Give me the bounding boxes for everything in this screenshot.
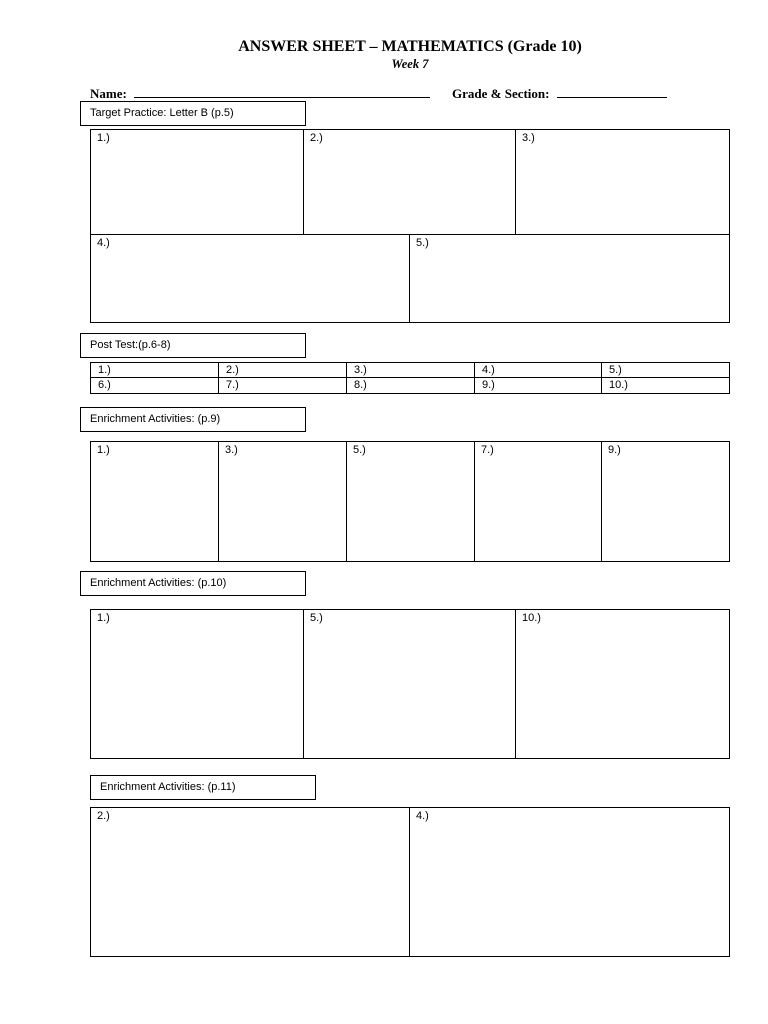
target-practice-label: Target Practice: Letter B (p.5) [80, 101, 306, 126]
answer-box[interactable] [91, 442, 219, 561]
item-number: 5.) [353, 444, 366, 456]
enrichment-p11-label: Enrichment Activities: (p.11) [90, 775, 316, 800]
post-test-grid [90, 362, 730, 394]
item-number: 4.) [97, 237, 110, 249]
answer-box[interactable] [602, 442, 729, 561]
enrichment-p11-grid [90, 807, 730, 957]
page-title: ANSWER SHEET – MATHEMATICS (Grade 10) [238, 38, 582, 55]
item-number: 9.) [608, 444, 621, 456]
answer-cell[interactable]: 6.) [91, 378, 219, 393]
item-number: 4.) [416, 810, 429, 822]
answer-box[interactable] [410, 808, 729, 956]
answer-box[interactable] [516, 610, 729, 758]
grade-section-field[interactable] [452, 86, 667, 102]
item-number: 1.) [97, 444, 110, 456]
answer-cell[interactable]: 2.) [219, 363, 347, 378]
answer-box[interactable] [91, 610, 304, 758]
target-practice-grid [90, 129, 730, 323]
answer-cell[interactable]: 9.) [475, 378, 602, 393]
answer-box[interactable] [219, 442, 347, 561]
answer-cell[interactable]: 10.) [609, 379, 628, 391]
answer-cell[interactable]: 3.) [347, 363, 475, 378]
enrichment-p10-grid [90, 609, 730, 759]
item-number: 1.) [97, 132, 110, 144]
answer-cell[interactable]: 4.) [475, 363, 602, 378]
item-number: 3.) [522, 132, 535, 144]
grade-section-blank-line[interactable] [557, 86, 667, 98]
item-number: 2.) [97, 810, 110, 822]
item-number: 5.) [416, 237, 429, 249]
item-number: 1.) [97, 612, 110, 624]
answer-box[interactable] [304, 610, 516, 758]
item-number: 2.) [310, 132, 323, 144]
answer-cell[interactable]: 1.) [91, 363, 219, 378]
item-number: 7.) [481, 444, 494, 456]
item-number: 3.) [225, 444, 238, 456]
answer-box[interactable] [91, 130, 304, 235]
name-label: Name: [90, 86, 127, 101]
answer-box[interactable] [475, 442, 602, 561]
answer-cell[interactable]: 7.) [219, 378, 347, 393]
answer-box[interactable] [91, 808, 410, 956]
post-test-label: Post Test:(p.6-8) [80, 333, 306, 358]
enrichment-p10-label: Enrichment Activities: (p.10) [80, 571, 306, 596]
item-number: 5.) [310, 612, 323, 624]
grade-section-label: Grade & Section: [452, 86, 550, 101]
answer-box[interactable] [410, 235, 729, 323]
page-subtitle: Week 7 [391, 57, 429, 71]
item-number: 10.) [522, 612, 541, 624]
answer-box[interactable] [347, 442, 475, 561]
answer-cell[interactable]: 5.) [602, 363, 729, 378]
answer-cell[interactable]: 8.) [347, 378, 475, 393]
answer-box[interactable] [304, 130, 516, 235]
enrichment-p9-label: Enrichment Activities: (p.9) [80, 407, 306, 432]
name-field[interactable] [90, 86, 430, 102]
enrichment-p9-grid [90, 441, 730, 562]
name-blank-line[interactable] [134, 86, 430, 98]
answer-box[interactable] [516, 130, 729, 235]
answer-box[interactable] [91, 235, 410, 323]
